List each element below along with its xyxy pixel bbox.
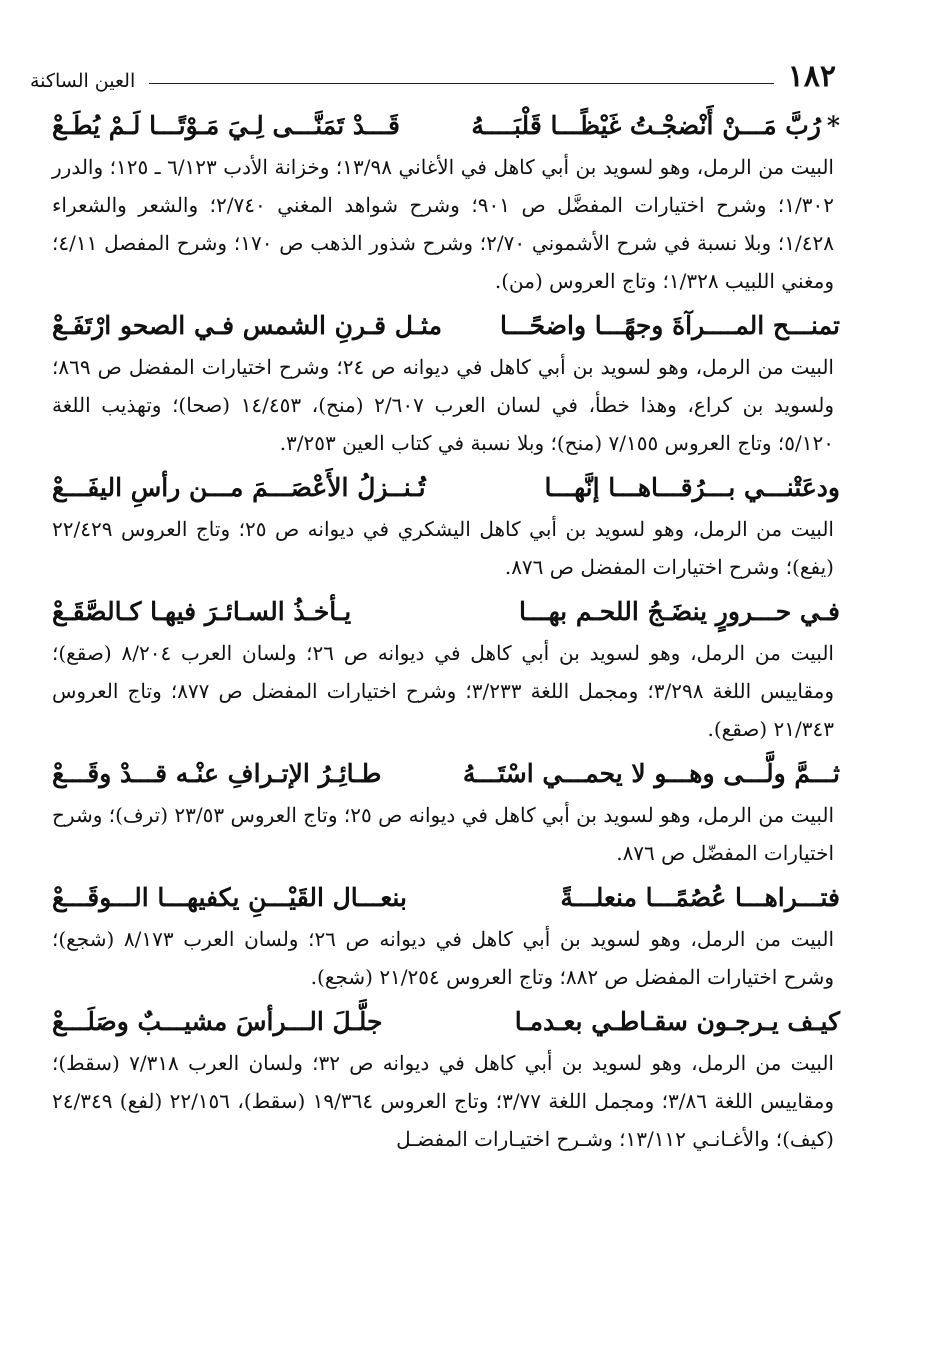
first-hemistich: ودعَتْنـــي بـــرُقـــاهـــا إنَّهـــا	[544, 473, 840, 502]
verse-line	[52, 1004, 840, 1040]
second-hemistich: تُـنــزلُ الأَعْصَـــمَ مـــن رأسِ اليفَـــعْ	[52, 473, 426, 502]
second-hemistich: قَـــدْ تَمَنَّـــى لِـيَ مَـوْتًـــا لَـمْ يُطَـعْ	[52, 111, 400, 140]
first-hemistich: فتـــراهـــا عُصُمًـــا منعلـــةً	[560, 883, 840, 912]
asterisk-marker: *	[826, 111, 840, 140]
verse-entry	[52, 1004, 840, 1158]
header-rule	[149, 83, 773, 84]
first-hemistich: تمنـــح المــــرآةَ وجهًـــا واضحًـــا	[500, 311, 840, 340]
citation-note: البيت من الرمل، وهو لسويد بن أبي كاهل في الأغاني ١٣/٩٨؛ وخزانة الأدب ٦/١٢٣ ـ ١٢٥؛ والدرر ١/٣٠٢؛ وشرح اختيارات المفضَّل ص ٩٠١؛ وشرح شواهد المغني ٢/٧٤٠؛ والشعر والشعراء ١/٤٢٨؛ وبلا نسبة في شرح الأشموني ٢/٧٠؛ وشرح شذور الذهب ص ١٧٠؛ وشرح المفصل ٤/١١؛ ومغني اللبيب ١/٣٢٨؛ وتاج العروس (من).	[52, 155, 835, 293]
page-header	[30, 52, 836, 92]
verse-entry	[52, 108, 840, 300]
first-hemistich: ثـــمَّ ولَّـــى وهـــو لا يحمـــي اسْتَـــهُ	[462, 759, 840, 788]
first-hemistich: رُبَّ مَـــنْ أَنْضجْـتُ غَيْظًـــا قَلْبَــــهُ	[471, 111, 821, 140]
second-hemistich: طـائِـرُ الإتـرافِ عنْـه قـــدْ وقَـــعْ	[52, 759, 382, 788]
second-hemistich: يـأخـذُ السـائـرَ فيهـا كـالصَّقَـعْ	[52, 597, 352, 626]
verse-entry	[52, 308, 840, 462]
citation-note: البيت من الرمل، وهو لسويد بن أبي كاهل في ديوانه ص ٢٤؛ وشرح اختيارات المفضل ص ٨٦٩؛ ولسويد بن كراع، وهذا خطأ، في لسان العرب ٢/٦٠٧ (منح)، ١٤/٤٥٣ (صحا)؛ وتهذيب اللغة ٥/١٢٠؛ وتاج العروس ٧/١٥٥ (منح)؛ وبلا نسبة في كتاب العين ٣/٢٥٣.	[52, 355, 835, 455]
citation-note: البيت من الرمل، وهو لسويد بن أبي كاهل في ديوانه ص ٣٢؛ ولسان العرب ٧/٣١٨ (سقط)؛ ومقاييس اللغة ٣/٨٦؛ ومجمل اللغة ٣/٧٧؛ وتاج العروس ١٩/٣٦٤ (سقط)، ٢٢/١٥٦ (لفع) ٢٤/٣٤٩ (كيف)؛ والأغـانـي ١٣/١١٢؛ وشـرح اختيـارات المفضـل	[52, 1051, 834, 1151]
verse-entry	[52, 470, 840, 586]
verse-line	[52, 470, 840, 506]
verse-entry	[52, 756, 840, 872]
verse-line	[52, 308, 840, 344]
second-hemistich: جلَّـلَ الـــرأسَ مشيـــبٌ وصَلَـــعْ	[52, 1007, 383, 1036]
verse-line	[52, 594, 840, 630]
page-content	[52, 108, 840, 1166]
verse-entry	[52, 880, 840, 996]
verse-entry	[52, 594, 840, 748]
citation-note: البيت من الرمل، وهو لسويد بن أبي كاهل اليشكري في ديوانه ص ٢٥؛ وتاج العروس ٢٢/٤٢٩ (يفع)؛ وشرح اختيارات المفضل ص ٨٧٦.	[52, 517, 834, 579]
verse-line	[52, 880, 840, 916]
second-hemistich: مثـل قـرنِ الشمس فـي الصحو ارْتَفَـعْ	[52, 311, 442, 340]
citation-note: البيت من الرمل، وهو لسويد بن أبي كاهل في ديوانه ص ٢٦؛ ولسان العرب ٨/٢٠٤ (صقع)؛ ومقاييس اللغة ٣/٢٩٨؛ ومجمل اللغة ٣/٢٣٣؛ وشرح اختيارات المفضل ص ٨٧٧؛ وتاج العروس ٢١/٣٤٣ (صقع).	[52, 641, 834, 741]
page-number: ١٨٢	[787, 59, 836, 94]
verse-line	[52, 756, 840, 792]
running-title: العين الساكنة	[30, 70, 136, 92]
verse-line	[52, 108, 840, 144]
citation-note: البيت من الرمل، وهو لسويد بن أبي كاهل في ديوانه ص ٢٥؛ وتاج العروس ٢٣/٥٣ (ترف)؛ وشرح اختيارات المفضّل ص ٨٧٦.	[52, 803, 834, 865]
second-hemistich: بنعـــال القَيْـــنِ يكفيهـــا الـــوقَـــعْ	[52, 883, 407, 912]
first-hemistich: فـي حـــرورٍ ينضَـجُ اللحـم بهـــا	[519, 597, 840, 626]
first-hemistich-group	[471, 108, 840, 144]
first-hemistich: كيـف يـرجـون سقـاطـي بعـدمـا	[514, 1007, 840, 1036]
citation-note: البيت من الرمل، وهو لسويد بن أبي كاهل في ديوانه ص ٢٦؛ ولسان العرب ٨/١٧٣ (شجع)؛ وشرح اختيارات المفضل ص ٨٨٢؛ وتاج العروس ٢١/٢٥٤ (شجع).	[52, 927, 834, 989]
